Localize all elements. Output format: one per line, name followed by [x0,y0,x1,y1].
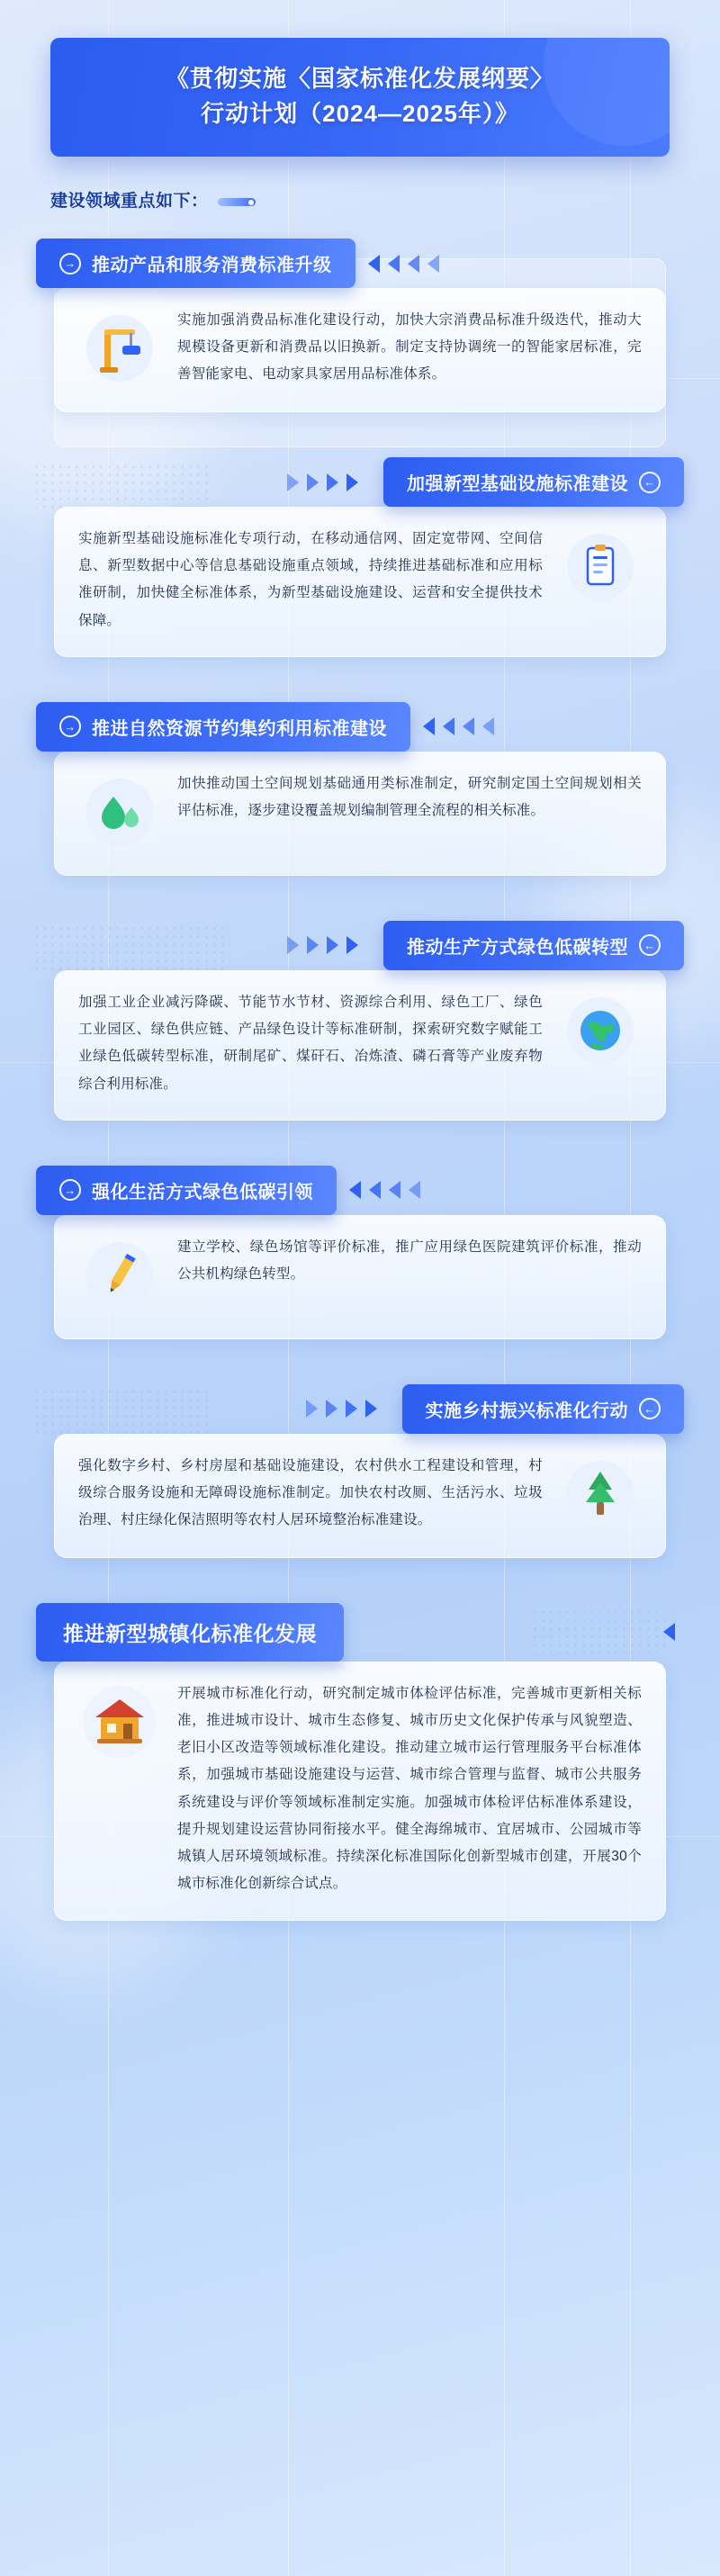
document-icon [559,526,642,608]
section-5-header [36,1166,684,1215]
triangle-left-icon [663,1623,675,1641]
section-6 [0,1384,720,1576]
section-1-header [36,239,684,288]
section-1-card [36,239,684,430]
section-4-header [36,921,684,970]
section-4-card [36,921,684,1139]
tree-icon [559,1453,642,1536]
subheading-row [0,157,720,212]
section-7-pill[interactable] [36,1603,344,1662]
section-2-content [55,493,665,656]
section-5-heading: 强化生活方式绿色低碳引领 [92,1182,313,1202]
triangle-right-icon [327,473,338,491]
section-7-header [36,1603,684,1662]
triangle-left-icon [368,255,380,273]
section-7-arrows [663,1623,675,1641]
triangle-left-icon [482,717,494,735]
triangle-left-icon [443,717,454,735]
triangle-left-icon [408,255,419,273]
section-3-header [36,702,684,752]
triangle-right-icon [287,936,299,954]
section-3-content [55,738,665,875]
section-2-arrows [287,473,358,491]
section-4-pill[interactable] [383,921,684,970]
section-1 [0,239,720,430]
section-7-heading: 推进新型城镇化标准化发展 [63,1621,317,1645]
section-3-pill[interactable] [36,702,410,752]
section-7 [0,1603,720,1939]
section-1-text: 实施加强消费品标准化建设行动，加快大宗消费品标准升级迭代，推动大规模设备更新和消费品以旧换新。制定支持协调统一的智能家居标准，完善智能家电、电动家具家居用品标准体系。 [177,312,642,383]
triangle-left-icon [428,255,439,273]
arrow-left-circle-icon: ← [639,472,661,493]
title-section [0,0,720,157]
section-3 [0,702,720,894]
triangle-left-icon [389,1181,400,1199]
triangle-left-icon [409,1181,420,1199]
section-2-pill[interactable] [383,457,684,507]
section-2-text: 实施新型基础设施标准化专项行动，在移动通信网、固定宽带网、空间信息、新型数据中心等信息基础设施重点领域，持续推进基础标准和应用标准研制，加快健全标准体系，为新型基础设施建设、运营和安全提供技术保障。 [78,531,543,628]
section-7-card [36,1603,684,1939]
section-3-arrows [423,717,494,735]
section-5 [0,1166,720,1357]
section-4-content [55,957,665,1120]
section-1-content [55,275,665,411]
triangle-right-icon [287,473,299,491]
section-6-text: 强化数字乡村、乡村房屋和基础设施建设，农村供水工程建设和管理，村级综合服务设施和无障碍设施标准制定。加快农村改厕、生活污水、垃圾治理、村庄绿化保洁照明等农村人居环境整治标准建设。 [78,1457,543,1528]
section-2 [0,457,720,675]
arrow-right-circle-icon: → [59,716,81,737]
section-2-card [36,457,684,675]
triangle-left-icon [349,1181,361,1199]
section-6-heading: 实施乡村振兴标准化行动 [425,1401,628,1421]
title-line-2: 行动计划（2024—2025年）》 [201,100,519,127]
triangle-left-icon [423,717,435,735]
subheading-text: 建设领域重点如下： [50,192,209,211]
triangle-right-icon [346,936,358,954]
triangle-right-icon [327,936,338,954]
arrow-right-circle-icon: → [59,1179,81,1201]
section-4-text: 加强工业企业减污降碳、节能节水节材、资源综合利用、绿色工厂、绿色工业园区、绿色供应链、产品绿色设计等标准研制，探索研究数字赋能工业绿色低碳转型标准，研制尾矿、煤矸石、冶炼渣、磷石膏等产业废弃物综合利用标准。 [78,994,543,1092]
section-4-heading: 推动生产方式绿色低碳转型 [407,937,628,958]
house-icon [78,1680,161,1763]
section-7-content [55,1648,665,1920]
section-4-arrows [287,936,358,954]
triangle-left-icon [463,717,474,735]
crane-icon [78,307,161,390]
triangle-right-icon [346,473,358,491]
water-drop-icon [78,770,161,853]
triangle-left-icon [369,1181,381,1199]
title-line-1: 《贯彻实施〈国家标准化发展纲要〉 [165,65,554,92]
section-1-heading: 推动产品和服务消费标准升级 [92,256,332,275]
section-6-arrows [306,1400,377,1418]
section-2-header [36,457,684,507]
triangle-right-icon [326,1400,338,1418]
title-banner [50,38,670,157]
arrow-left-circle-icon: ← [639,1398,661,1419]
section-6-header [36,1384,684,1434]
pencil-icon [78,1234,161,1317]
section-3-text: 加快推动国土空间规划基础通用类标准制定，研究制定国土空间规划相关评估标准，逐步建设覆盖规划编制管理全流程的相关标准。 [177,775,642,819]
section-4 [0,921,720,1139]
arrow-left-circle-icon: ← [639,934,661,956]
section-7-text: 开展城市标准化行动，研究制定城市体检评估标准，完善城市更新相关标准，推进城市设计、城市生态修复、城市历史文化保护传承与风貌塑造、老旧小区改造等领域标准化建设。推动建立城市运行管理服务平台标准体系，加强城市基础设施建设与运营、城市综合管理与监督、城市公共服务系统建设与评价等领域标准制定实施。加强城市体检评估标准体系建设，提升规划建设运营协同衔接水平。健全海绵城市、宜居城市、公园城市等城镇人居环境领域标准。持续深化标准国际化创新型城市创建，开展30个城市标准化创新综合试点。 [177,1685,642,1892]
triangle-right-icon [306,1400,318,1418]
triangle-right-icon [346,1400,357,1418]
earth-icon [559,989,642,1072]
section-6-card [36,1384,684,1576]
arrow-right-circle-icon: → [59,253,81,275]
section-5-card [36,1166,684,1357]
section-5-text: 建立学校、绿色场馆等评价标准，推广应用绿色医院建筑评价标准，推动公共机构绿色转型。 [177,1238,642,1282]
section-5-pill[interactable] [36,1166,337,1215]
section-6-content [55,1420,665,1557]
triangle-right-icon [307,936,319,954]
section-1-pill[interactable] [36,239,356,288]
section-3-heading: 推进自然资源节约集约利用标准建设 [92,718,387,739]
triangle-right-icon [307,473,319,491]
section-5-content [55,1202,665,1338]
subheading-bar-icon [218,198,256,206]
triangle-right-icon [365,1400,377,1418]
section-2-heading: 加强新型基础设施标准建设 [407,474,628,494]
section-5-arrows [349,1181,420,1199]
triangle-left-icon [388,255,400,273]
section-6-pill[interactable] [402,1384,685,1434]
section-3-card [36,702,684,894]
section-1-arrows [368,255,439,273]
